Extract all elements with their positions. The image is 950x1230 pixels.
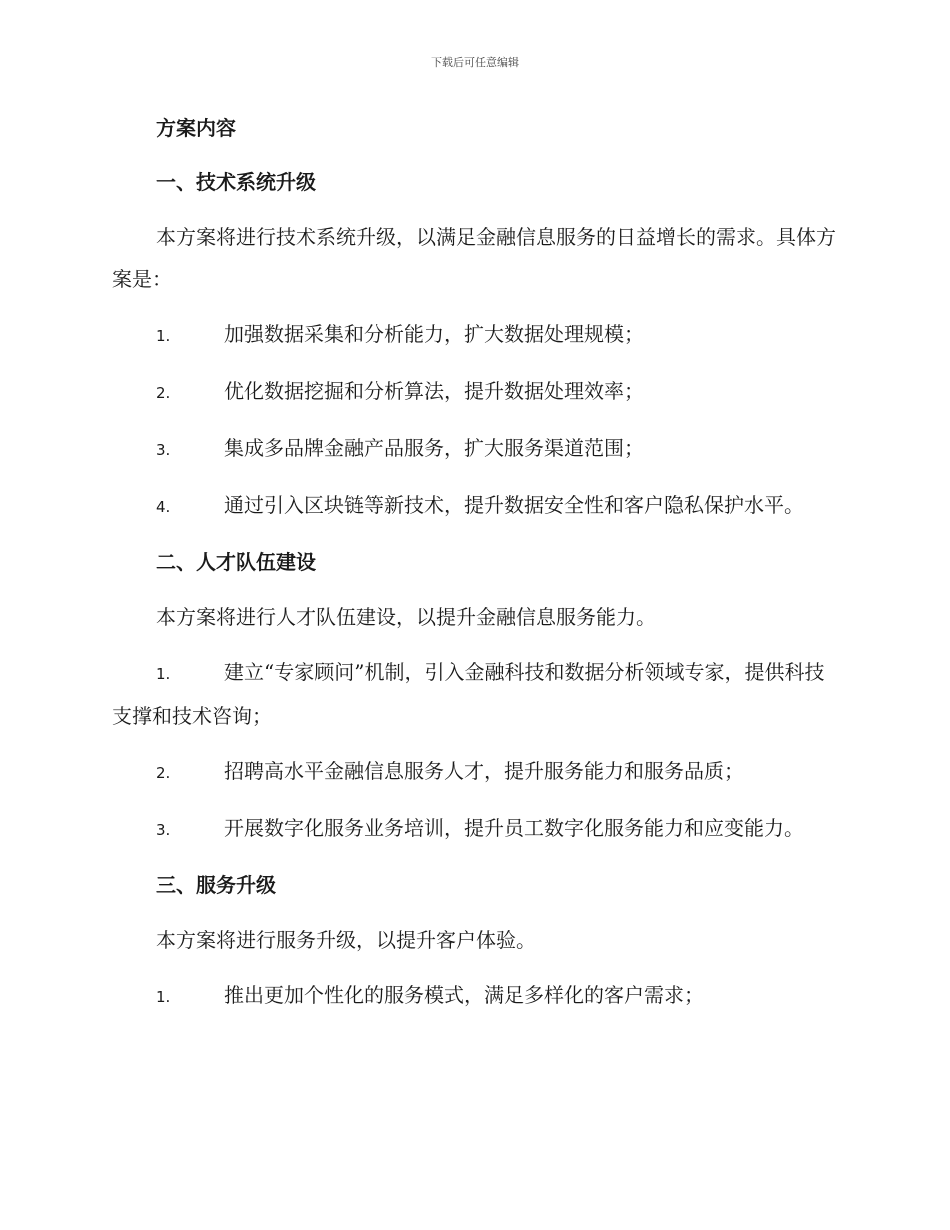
section-heading: 一、技术系统升级 bbox=[156, 170, 316, 194]
document-title: 方案内容 bbox=[156, 116, 236, 140]
list-number: 1. bbox=[156, 988, 171, 1006]
section-intro: 本方案将进行服务升级，以提升客户体验。 bbox=[156, 928, 536, 952]
list-item bbox=[112, 651, 842, 737]
list-number: 1. bbox=[156, 327, 171, 345]
list-text: 加强数据采集和分析能力，扩大数据处理规模； bbox=[224, 322, 644, 346]
header-note: 下载后可任意编辑 bbox=[431, 56, 519, 69]
list-number: 1. bbox=[156, 665, 171, 683]
list-text: 建立“专家顾问”机制，引入金融科技和数据分析领域专家，提供科技支撑和技术咨询； bbox=[112, 660, 825, 728]
list-number: 3. bbox=[156, 821, 171, 839]
section-heading: 二、人才队伍建设 bbox=[156, 550, 316, 574]
list-text: 优化数据挖掘和分析算法，提升数据处理效率； bbox=[224, 379, 644, 403]
section-1 bbox=[112, 162, 842, 528]
list-text: 推出更加个性化的服务模式，满足多样化的客户需求； bbox=[224, 983, 704, 1007]
list-text: 招聘高水平金融信息服务人才，提升服务能力和服务品质； bbox=[224, 759, 744, 783]
list-item bbox=[112, 370, 842, 414]
document-body bbox=[112, 108, 842, 1018]
section-3 bbox=[112, 865, 842, 1018]
list-item bbox=[112, 807, 842, 851]
list-item bbox=[112, 427, 842, 471]
list-text: 集成多品牌金融产品服务，扩大服务渠道范围； bbox=[224, 436, 644, 460]
list-number: 4. bbox=[156, 498, 171, 516]
list-number: 3. bbox=[156, 441, 171, 459]
section-intro: 本方案将进行技术系统升级，以满足金融信息服务的日益增长的需求。具体方案是： bbox=[112, 225, 836, 291]
list-item bbox=[112, 750, 842, 794]
list-number: 2. bbox=[156, 384, 171, 402]
list-text: 开展数字化服务业务培训，提升员工数字化服务能力和应变能力。 bbox=[224, 816, 804, 840]
section-heading: 三、服务升级 bbox=[156, 873, 276, 897]
list-item bbox=[112, 313, 842, 357]
list-number: 2. bbox=[156, 764, 171, 782]
section-2 bbox=[112, 542, 842, 851]
list-item bbox=[112, 974, 842, 1018]
list-item bbox=[112, 484, 842, 528]
section-intro: 本方案将进行人才队伍建设，以提升金融信息服务能力。 bbox=[156, 605, 656, 629]
list-text: 通过引入区块链等新技术，提升数据安全性和客户隐私保护水平。 bbox=[224, 493, 804, 517]
